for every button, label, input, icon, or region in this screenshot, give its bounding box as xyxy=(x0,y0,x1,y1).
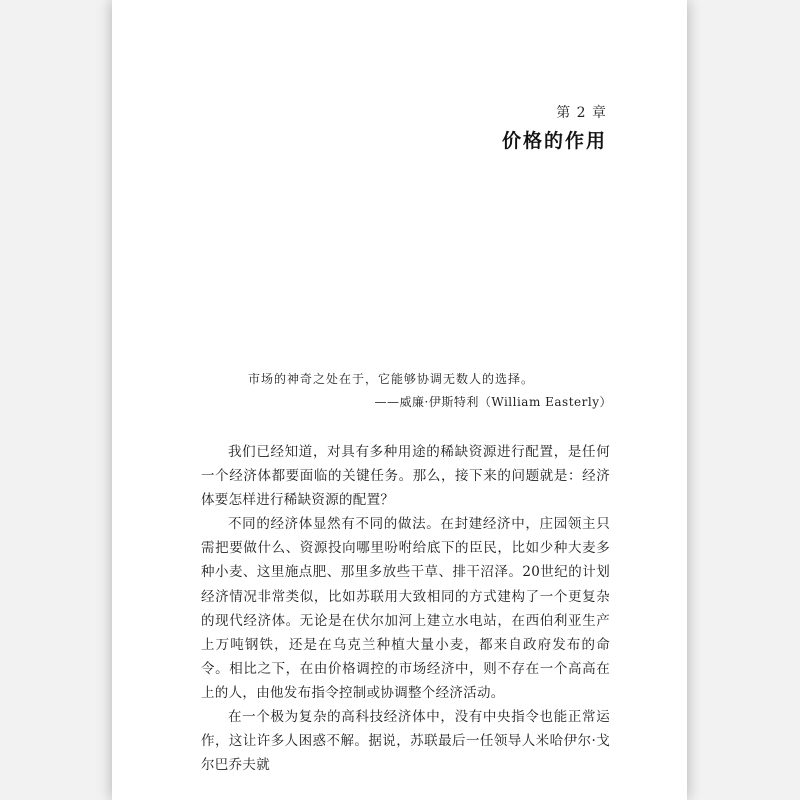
paragraph: 不同的经济体显然有不同的做法。在封建经济中，庄园领主只需把要做什么、资源投向哪里吩咐给底下的臣民，比如少种大麦多种小麦、这里施点肥、那里多放些干草、排干沼泽。20世纪的计划经济情况非常类似，比如苏联用大致相同的方式建构了一个更复杂的现代经济体。无论是在伏尔加河上建立水电站，在西伯利亚生产上万吨钢铁，还是在乌克兰种植大量小麦，都来自政府发布的命令。相比之下，在由价格调控的市场经济中，则不存在一个高高在上的人，由他发布指令控制或协调整个经济活动。 xyxy=(201,516,610,701)
paragraph: 在一个极为复杂的高科技经济体中，没有中央指令也能正常运作，这让许多人困惑不解。据说，苏联最后一任领导人米哈伊尔·戈尔巴乔夫就 xyxy=(201,709,610,774)
chapter-title: 价格的作用 xyxy=(501,130,607,152)
body-text xyxy=(201,440,610,777)
chapter-number: 第 2 章 xyxy=(556,105,607,121)
epigraph-quote: 市场的神奇之处在于，它能够协调无数人的选择。 xyxy=(248,372,535,386)
epigraph-source: ——威廉·伊斯特利（William Easterly） xyxy=(374,395,612,409)
paragraph: 我们已经知道，对具有多种用途的稀缺资源进行配置，是任何一个经济体都要面临的关键任务。那么，接下来的问题就是：经济体要怎样进行稀缺资源的配置？ xyxy=(201,444,610,509)
book-page xyxy=(112,0,687,800)
